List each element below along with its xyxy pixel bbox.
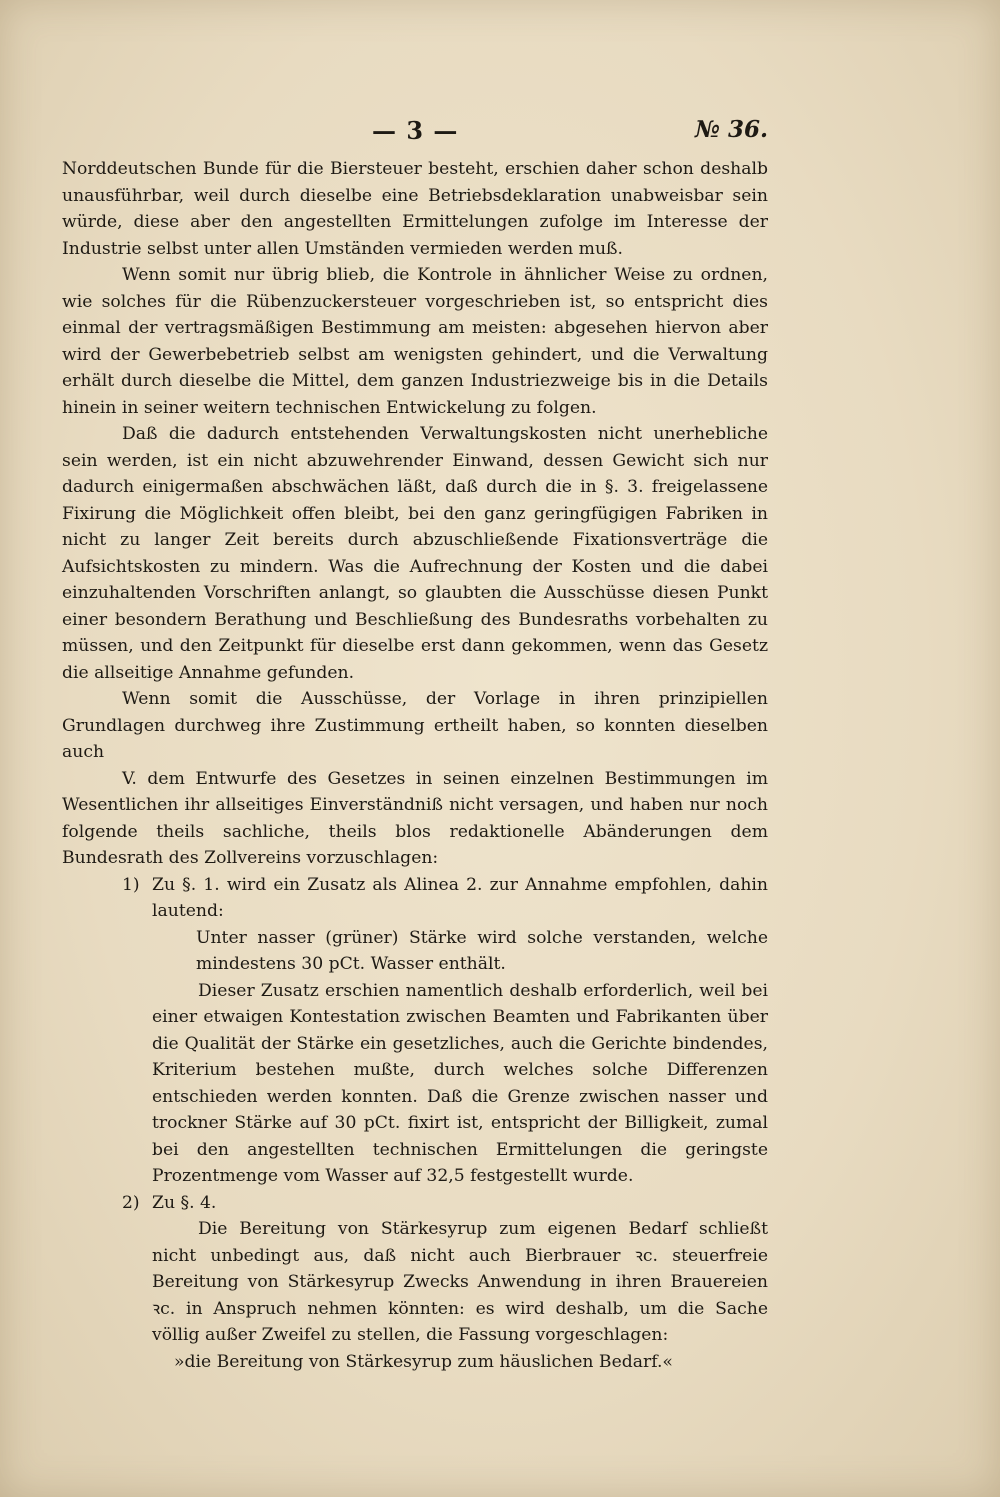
quoted-provision: Unter nasser (grüner) Stärke wird solche verstanden, welche mindestens 30 pCt. Wasser enthält. bbox=[196, 927, 768, 974]
paragraph-continuation: Norddeutschen Bunde für die Biersteuer besteht, erschien daher schon deshalb unausführbar, weil durch dieselbe eine Betriebsdeklaration unabweisbar sein würde, diese aber den angestellten Ermittelungen zufolge im Interesse der Industrie selbst unter allen Umständen vermieden werden muß. bbox=[62, 159, 768, 259]
paragraph-section-v: V. dem Entwurfe des Gesetzes in seinen einzelnen Bestimmungen im Wesentlichen ihr allseitiges Einverständniß nicht versagen, und haben nur noch folgende theils sachliche, theils blos redaktionelle Abänderungen dem Bundesrath des Zollvereins vorzuschlagen: bbox=[62, 768, 768, 868]
document-number: № 36. bbox=[694, 116, 768, 143]
page-number: — 3 — bbox=[372, 116, 459, 145]
paragraph-control: Wenn somit nur übrig blieb, die Kontrole in ähnlicher Weise zu ordnen, wie solches für die Rübenzuckersteuer vorgeschrieben ist, so entspricht dies einmal der vertragsmäßigen Bestimmung am meisten: abgesehen hiervon aber wird der Gewerbebetrieb selbst am wenigsten gehindert, und die Verwaltung erhält durch dieselbe die Mittel, dem ganzen Industriezweige bis in die Details hinein in seiner weitern technischen Entwickelung zu folgen. bbox=[62, 265, 768, 418]
item-explanation: Dieser Zusatz erschien namentlich deshalb erforderlich, weil bei einer etwaigen Kontestation zwischen Beamten und Fabrikanten über die Qualität der Stärke ein gesetzliches, auch die Gerichte bindendes, Kriterium bestehen mußte, durch welches solche Differenzen entschieden werden konnten. Daß die Grenze zwischen nasser und trockner Stärke auf 30 pCt. fixirt ist, entspricht der Billigkeit, zumal bei den angestellten technischen Ermittelungen die geringste Prozentmenge vom Wasser auf 32,5 festgestellt wurde. bbox=[152, 980, 768, 1186]
item-explanation: Die Bereitung von Stärkesyrup zum eigenen Bedarf schließt nicht unbedingt aus, daß nicht auch Bierbrauer ꝛc. steuerfreie Bereitung von Stärkesyrup Zwecks Anwendung in ihren Brauereien ꝛc. in Anspruch nehmen könnten: es wird deshalb, um die Sache völlig außer Zweifel zu stellen, die Fassung vorgeschlagen: bbox=[152, 1219, 768, 1345]
body-text bbox=[62, 156, 768, 1375]
item-text: Zu §. 1. wird ein Zusatz als Alinea 2. zur Annahme empfohlen, dahin lautend: bbox=[152, 874, 768, 921]
page-header bbox=[62, 116, 768, 146]
item-number: 1) bbox=[122, 874, 140, 895]
item-number: 2) bbox=[122, 1192, 140, 1213]
item-text: Zu §. 4. bbox=[152, 1192, 217, 1213]
paragraph-approval: Wenn somit die Ausschüsse, der Vorlage in ihren prinzipiellen Grundlagen durchweg ihre Zustimmung ertheilt haben, so konnten dieselben auch bbox=[62, 689, 768, 762]
quoted-provision: »die Bereitung von Stärkesyrup zum häuslichen Bedarf.« bbox=[174, 1351, 673, 1372]
amendment-item-1 bbox=[62, 872, 768, 925]
amendment-item-2 bbox=[62, 1190, 768, 1217]
amendment-list bbox=[62, 872, 768, 1376]
paragraph-costs: Daß die dadurch entstehenden Verwaltungskosten nicht unerhebliche sein werden, ist ein nicht abzuwehrender Einwand, dessen Gewicht sich nur dadurch einigermaßen abschwächen läßt, daß durch die in §. 3. freigelassene Fixirung die Möglichkeit offen bleibt, bei den ganz geringfügigen Fabriken in nicht zu langer Zeit bereits durch abzuschließende Fixationsverträge die Aufsichtskosten zu mindern. Was die Aufrechnung der Kosten und die dabei einzuhaltenden Vorschriften anlangt, so glaubten die Ausschüsse diesen Punkt einer besondern Berathung und Beschließung des Bundesraths vorbehalten zu müssen, und den Zeitpunkt für dieselbe erst dann gekommen, wenn das Gesetz die allseitige Annahme gefunden. bbox=[62, 424, 768, 683]
